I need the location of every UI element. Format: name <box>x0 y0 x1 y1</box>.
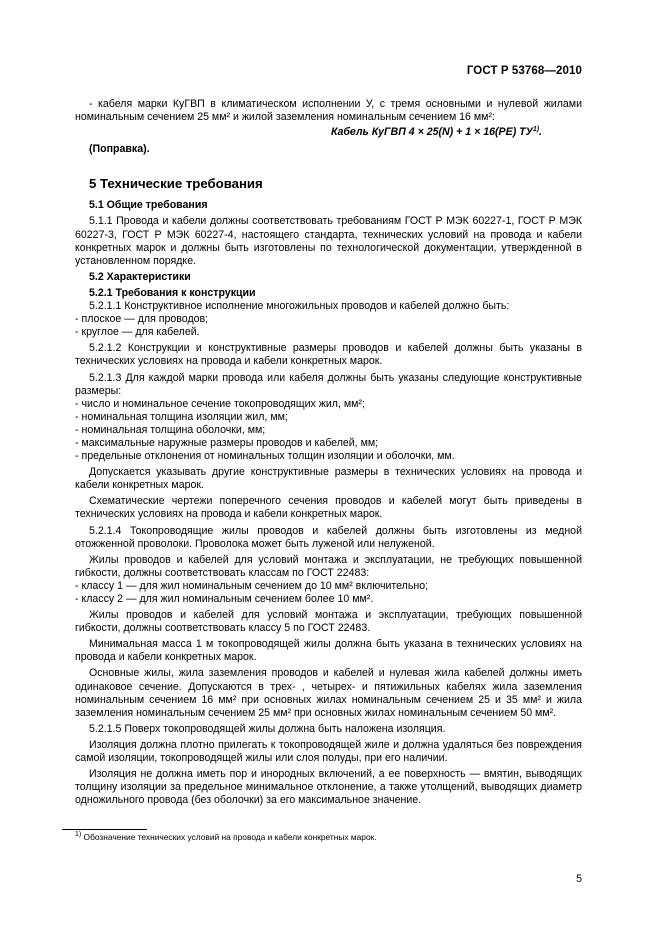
para-core-cross-sections: Основные жилы, жила заземления проводов и кабелей и нулевая жила кабелей должны иметь одинаковое сечение. Допускаются в трех- , четырех- и пятижильных кабелях жила заземления номинальным сечением 16 мм² при основных жилах номинальным сечением 25 и 35 мм² и жила заземления номинальным сечением 25 мм² при основных жилах номинальным сечением 50 мм². <box>75 667 582 719</box>
page-content <box>75 98 582 807</box>
footnote-text: Обозначение технических условий на провода и кабели конкретных марок. <box>81 832 377 842</box>
para-5-1-1: 5.1.1 Провода и кабели должны соответствовать требованиям ГОСТ Р МЭК 60227-1, ГОСТ Р МЭК 60227-3, ГОСТ Р МЭК 60227-4, настоящего стандарта, технических условий на провода и кабели конкретных марок и должны быть изготовлены по технологической документации, утвержденной в установленном порядке. <box>75 215 582 267</box>
list-item: - классу 2 — для жил номинальным сечением более 10 мм². <box>75 593 374 605</box>
para-5-2-1-4: 5.2.1.4 Токопроводящие жилы проводов и кабелей должны быть изготовлены из медной отожженной проволоки. Проволока может быть луженой или нелуженой. <box>75 524 582 550</box>
list-item: - классу 1 — для жил номинальным сечением до 10 мм² включительно; <box>75 579 429 592</box>
footnote-marker: 1) <box>75 831 82 838</box>
para-nonflexible-cores: Жилы проводов и кабелей для условий монтажа и эксплуатации, не требующих повышенной гибкости, должны соответствовать классам по ГОСТ 22483: <box>75 553 582 579</box>
list-item: - число и номинальное сечение токопроводящих жил, мм²; <box>75 397 365 410</box>
list-item: - предельные отклонения от номинальных толщин изоляции и оболочки, мм. <box>75 450 455 463</box>
para-schematic-drawings: Схематические чертежи поперечного сечения проводов и кабелей могут быть приведены в технических условиях на провода и кабели конкретных марок. <box>75 495 582 521</box>
intro-cable-item: - кабеля марки КуГВП в климатическом исполнении У, с тремя основными и нулевой жилами номинальным сечением 25 мм² и жилой заземления номинальным сечением 16 мм²: <box>75 98 582 124</box>
list-item: - круглое — для кабелей. <box>75 326 200 339</box>
list-item: - номинальная толщина изоляции жил, мм; <box>75 410 288 423</box>
amendment-note: (Поправка). <box>89 143 150 156</box>
section-5-1-heading: 5.1 Общие требования <box>89 199 208 212</box>
cable-designation-formula <box>75 126 582 139</box>
para-5-2-1-1: 5.2.1.1 Конструктивное исполнение многожильных проводов и кабелей должно быть: <box>89 300 510 313</box>
section-5-heading: 5 Технические требования <box>89 176 263 192</box>
para-5-2-1-5: 5.2.1.5 Поверх токопроводящей жилы должна быть наложена изоляция. <box>89 722 446 735</box>
para-insulation-defects: Изоляция не должна иметь пор и инородных включений, а ее поверхность — вмятин, выводящих толщину изоляции за предельное минимальное отклонение, а также утолщений, выводящих диаметр одножильного провода (без оболочки) за его максимальное значение. <box>75 768 582 807</box>
formula-footnote-ref: 1) <box>532 126 540 134</box>
para-5-2-1-2: 5.2.1.2 Конструкции и конструктивные размеры проводов и кабелей должны быть указаны в технических условиях на провода и кабели конкретных марок. <box>75 342 582 368</box>
list-item: - номинальная толщина оболочки, мм; <box>75 423 266 436</box>
para-flexible-cores: Жилы проводов и кабелей для условий монтажа и эксплуатации, требующих повышенной гибкости, должны соответствовать классу 5 по ГОСТ 22483. <box>75 609 582 635</box>
list-item: - максимальные наружные размеры проводов и кабелей, мм; <box>75 436 379 449</box>
para-5-2-1-3: 5.2.1.3 Для каждой марки провода или кабеля должны быть указаны следующие конструктивные размеры: <box>75 371 582 397</box>
formula-text: Кабель КуГВП 4 × 25(N) + 1 × 16(PE) ТУ <box>330 126 533 139</box>
section-5-2-heading: 5.2 Характеристики <box>89 270 191 283</box>
para-other-dimensions: Допускается указывать другие конструктивные размеры в технических условиях на провода и кабели конкретных марок. <box>75 466 582 492</box>
footnote-separator <box>62 829 147 830</box>
standard-code-header: ГОСТ Р 53768—2010 <box>466 65 582 77</box>
page-number: 5 <box>576 873 582 885</box>
section-5-2-1-heading: 5.2.1 Требования к конструкции <box>89 286 256 299</box>
para-insulation-fit: Изоляция должна плотно прилегать к токопроводящей жиле и должна удаляться без повреждения самой изоляции, токопроводящей жилы или слоя полуды, при его наличии. <box>75 738 582 765</box>
formula-end: . <box>539 126 542 139</box>
list-item: - плоское — для проводов; <box>75 313 209 326</box>
footnote <box>75 832 575 843</box>
para-minimum-mass: Минимальная масса 1 м токопроводящей жилы должна быть указана в технических условиях на провода и кабели конкретных марок. <box>75 638 582 664</box>
